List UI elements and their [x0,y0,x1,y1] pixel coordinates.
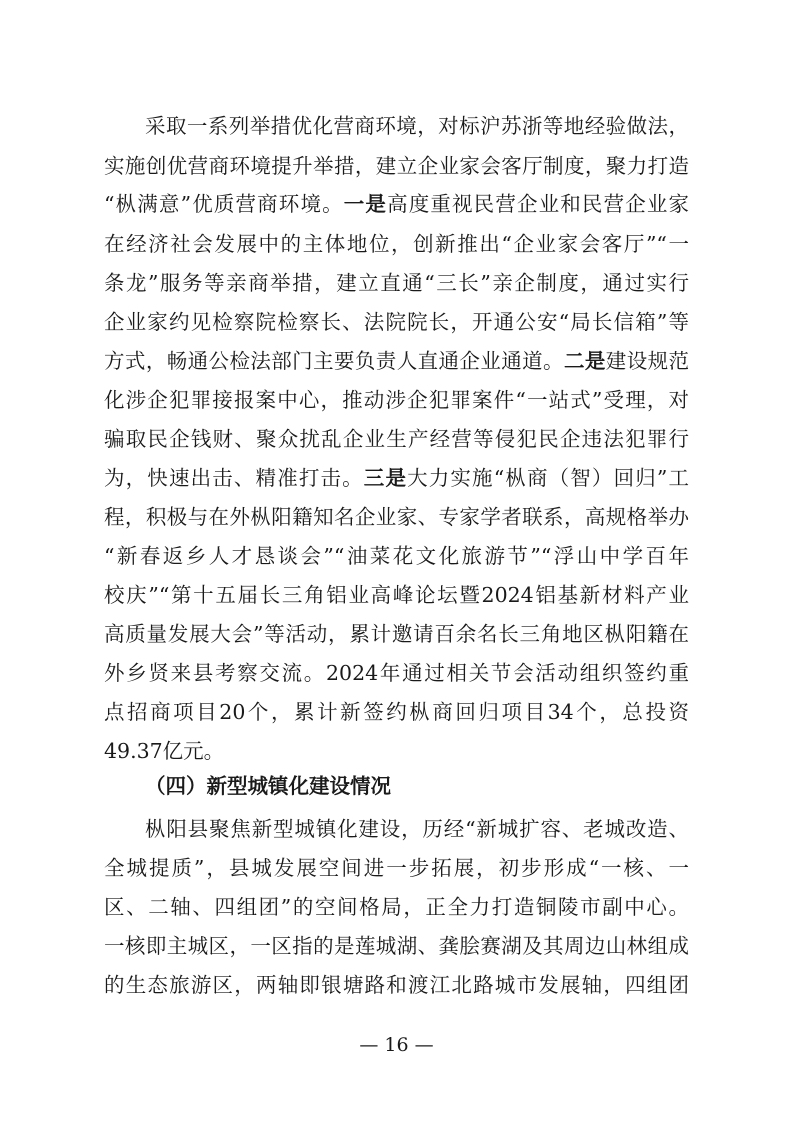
page-number: — 16 — [359,1034,434,1056]
text-line [104,341,689,381]
text-line: “新春返乡人才恳谈会”“油菜花文化旅游节”“浮山中学百年 [104,544,689,568]
emphasis-third: 三是 [363,466,408,490]
text-line [104,458,689,498]
text-line: 企业家约见检察院检察长、法院院长，开通公安“局长信箱”等 [104,310,689,334]
text-run: 高度重视民营企业和民营企业家 [387,192,690,216]
text-line: 区、二轴、四组团”的空间格局，正全力打造铜陵市副中心。 [104,895,689,919]
text-line: 49.37亿元。 [104,739,225,763]
text-line: 点招商项目20个，累计新签约枞商回归项目34个，总投资 [104,700,689,724]
emphasis-first: 一是 [343,192,388,216]
text-run: 为，快速出击、精准打击。 [104,466,364,490]
text-line: 校庆”“第十五届长三角铝业高峰论坛暨2024铝基新材料产业 [104,583,689,607]
text-line: 在经济社会发展中的主体地位，创新推出“企业家会客厅”“一 [104,232,689,256]
text-line: 程，积极与在外枞阳籍知名企业家、专家学者联系，高规格举办 [104,505,689,529]
text-line: 的生态旅游区，两轴即银塘路和渡江北路城市发展轴，四组团 [104,973,689,997]
section-heading: （四）新型城镇化建设情况 [145,774,391,798]
text-run: 大力实施“枞商（智）回归”工 [407,466,690,490]
text-line: 采取一系列举措优化营商环境，对标沪苏浙等地经验做法， [145,114,689,138]
text-line: 骗取民企钱财、聚众扰乱企业生产经营等侵犯民企违法犯罪行 [104,427,689,451]
text-line: 化涉企犯罪接报案中心，推动涉企犯罪案件“一站式”受理，对 [104,388,689,412]
text-line: 一核即主城区，一区指的是莲城湖、龚脍赛湖及其周边山林组成 [104,934,689,958]
text-line: 实施创优营商环境提升举措，建立企业家会客厅制度，聚力打造 [104,154,689,178]
text-line: 全城提质”，县城发展空间进一步拓展，初步形成“一核、一 [104,856,689,880]
text-run: 建设规范 [605,349,690,373]
text-line: 外乡贤来县考察交流。2024年通过相关节会活动组织签约重 [104,661,689,685]
emphasis-second: 二是 [563,349,606,373]
text-line [104,184,689,224]
text-run: 方式，畅通公检法部门主要负责人直通企业通道。 [104,349,564,373]
text-line: 高质量发展大会”等活动，累计邀请百余名长三角地区枞阳籍在 [104,622,689,646]
text-line: 枞阳县聚焦新型城镇化建设，历经“新城扩容、老城改造、 [145,817,689,841]
text-line: 条龙”服务等亲商举措，建立直通“三长”亲企制度，通过实行 [104,271,689,295]
text-run: “枞满意”优质营商环境。 [104,192,344,216]
